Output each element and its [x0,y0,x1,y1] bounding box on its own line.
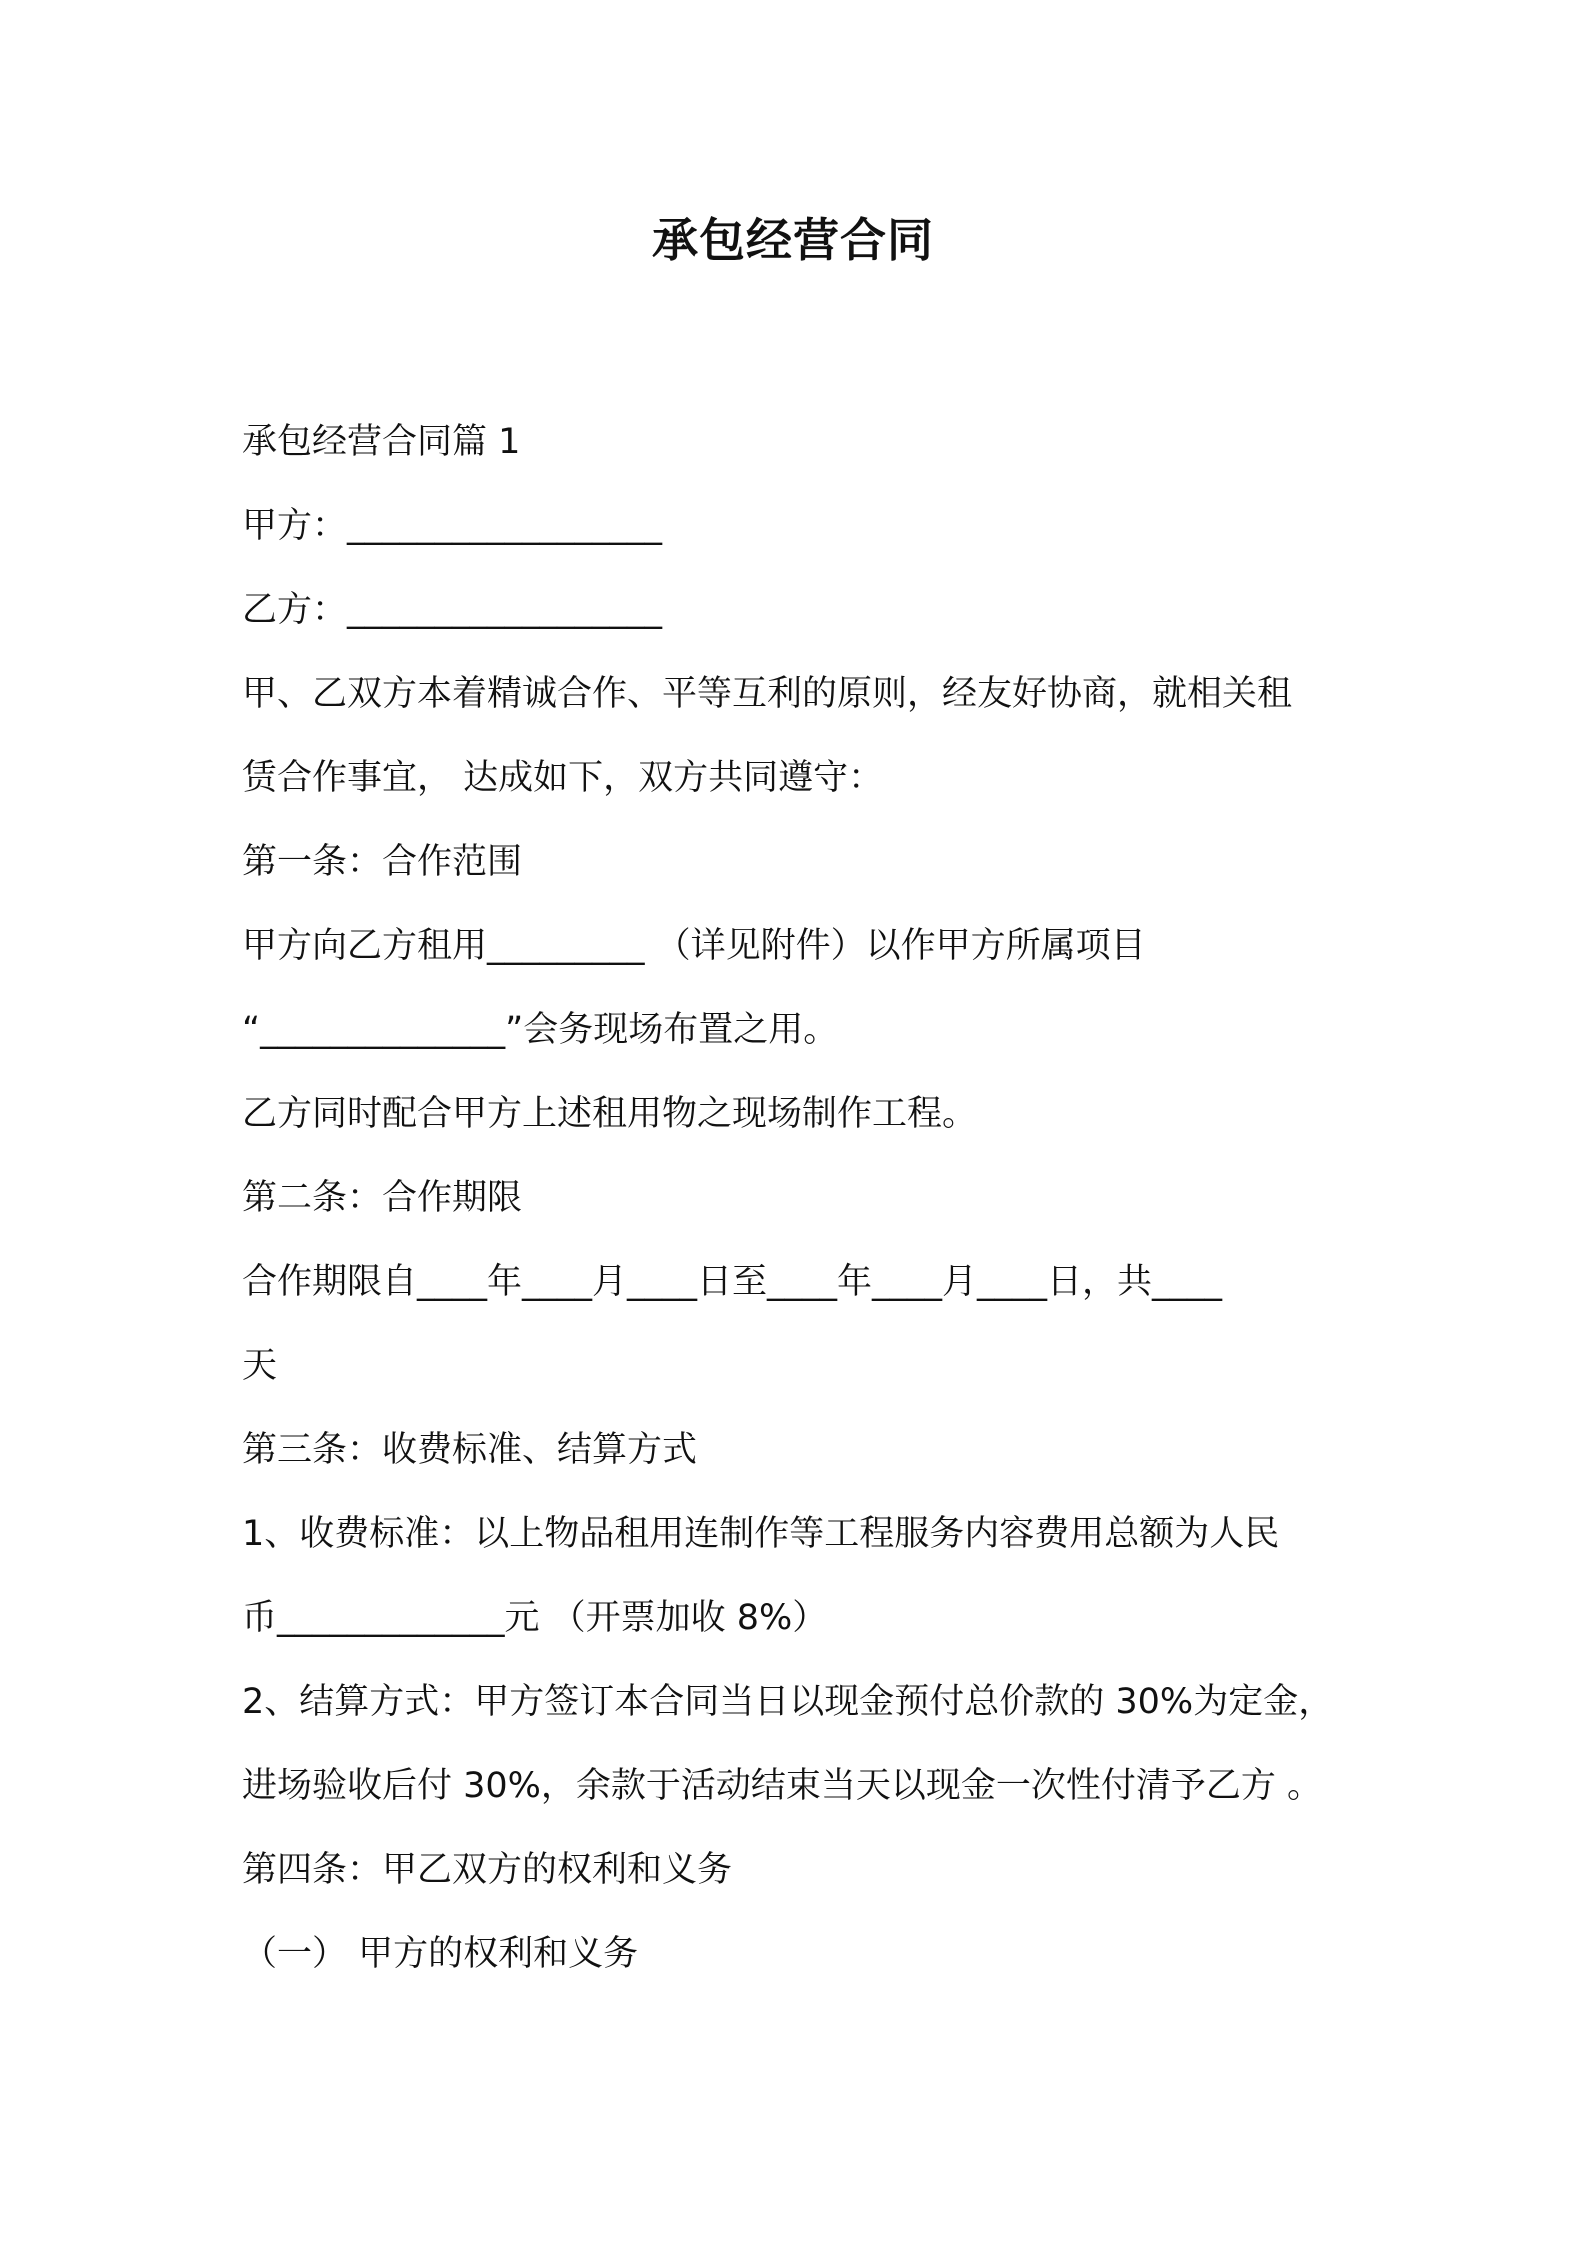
fee-standard-line-1: 1、收费标准：以上物品租用连制作等工程服务内容费用总额为人民 [242,1514,1280,1554]
party-b-line: 乙方：__________________ [242,590,663,630]
article-1-heading: 第一条：合作范围 [242,842,523,882]
document-title: 承包经营合同 [652,213,934,267]
preamble-line-2: 赁合作事宜， 达成如下，双方共同遵守： [242,758,884,798]
party-a-line: 甲方：__________________ [242,506,663,546]
article-2-heading: 第二条：合作期限 [242,1178,523,1218]
article-4-heading: 第四条：甲乙双方的权利和义务 [242,1850,733,1890]
section-heading-part-1: 承包经营合同篇 1 [242,422,521,462]
article-3-heading: 第三条：收费标准、结算方式 [242,1430,698,1470]
document-body [242,400,1382,1996]
party-a-rights-heading: （一） 甲方的权利和义务 [242,1934,639,1974]
fee-standard-line-2: 币_____________元 （开票加收 8%） [242,1598,828,1638]
article-2-text-2: 天 [242,1346,278,1386]
article-1-text-2: “______________”会务现场布置之用。 [242,1010,839,1050]
settlement-line-1: 2、结算方式：甲方签订本合同当日以现金预付总价款的 30%为定金， [242,1682,1334,1722]
article-1-text-1: 甲方向乙方租用_________ （详见附件）以作甲方所属项目 [242,926,1146,966]
settlement-line-2: 进场验收后付 30%，余款于活动结束当天以现金一次性付清予乙方 。 [242,1766,1323,1806]
article-1-text-3: 乙方同时配合甲方上述租用物之现场制作工程。 [242,1094,978,1134]
article-2-text-1: 合作期限自____年____月____日至____年____月____日，共____ [242,1262,1223,1302]
preamble-line-1: 甲、乙双方本着精诚合作、平等互利的原则，经友好协商，就相关租 [242,674,1293,714]
